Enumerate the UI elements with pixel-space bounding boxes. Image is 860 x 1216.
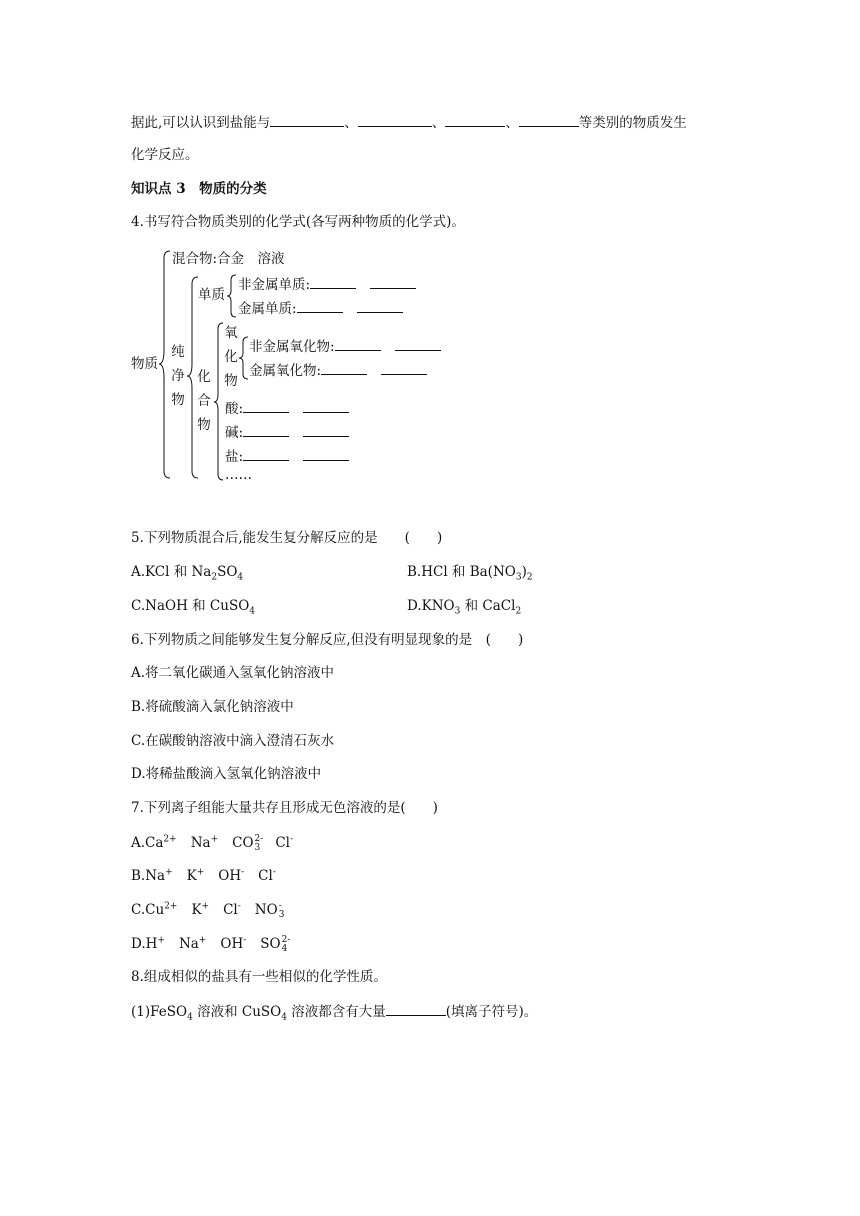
- tree-root: 物质: [131, 356, 158, 372]
- section-heading: 知识点 3 物质的分类: [131, 181, 267, 197]
- q5-option-c[interactable]: C.NaOH 和 CuSO$_4$: [131, 598, 255, 617]
- answer-blank[interactable]: [386, 1002, 446, 1016]
- answer-blank[interactable]: [270, 113, 344, 127]
- question-7-stem: 7.下列离子组能大量共存且形成无色溶液的是( ): [131, 800, 438, 816]
- answer-blank[interactable]: [321, 361, 367, 375]
- q6-option-a[interactable]: A.将二氧化碳通入氢氧化钠溶液中: [131, 665, 335, 681]
- intro-text: 等类别的物质发生: [578, 115, 687, 131]
- oxide-label: 氧 化 物: [224, 325, 238, 389]
- metal-oxide-row: 金属氧化物:: [249, 361, 427, 380]
- answer-blank[interactable]: [395, 337, 441, 351]
- answer-blank[interactable]: [370, 275, 416, 289]
- answer-blank[interactable]: [303, 423, 349, 437]
- question-5-stem: 5.下列物质混合后,能发生复分解反应的是 ( ): [131, 530, 443, 546]
- element-label: 单质: [198, 287, 225, 303]
- question-8-stem: 8.组成相似的盐具有一些相似的化学性质。: [131, 969, 387, 985]
- compound-label: 化 合 物: [197, 369, 211, 433]
- mixture-item: 混合物:合金 溶液: [172, 251, 285, 267]
- answer-blank[interactable]: [357, 299, 403, 313]
- q6-option-c[interactable]: C.在碳酸钠溶液中滴入澄清石灰水: [131, 733, 335, 749]
- acid-row: 酸:: [225, 399, 349, 418]
- answer-blank[interactable]: [303, 399, 349, 413]
- nonmetal-element-row: 非金属单质:: [238, 275, 416, 294]
- question-4-stem: 4.书写符合物质类别的化学式(各写两种物质的化学式)。: [131, 214, 465, 230]
- q7-option-d[interactable]: D.H+ Na+ OH- SO 2- 4: [131, 934, 291, 954]
- brace-icon: [226, 274, 238, 318]
- separator: 、: [505, 115, 519, 131]
- question-6-stem: 6.下列物质之间能够发生复分解反应,但没有明显现象的是 ( ): [131, 632, 524, 648]
- answer-blank[interactable]: [519, 113, 579, 127]
- tree-ellipsis: ……: [225, 467, 252, 483]
- answer-blank[interactable]: [243, 447, 289, 461]
- base-row: 碱:: [225, 423, 349, 442]
- answer-blank[interactable]: [310, 275, 356, 289]
- answer-blank[interactable]: [358, 113, 432, 127]
- q6-option-d[interactable]: D.将稀盐酸滴入氢氧化钠溶液中: [131, 766, 322, 782]
- answer-blank[interactable]: [243, 423, 289, 437]
- nonmetal-oxide-row: 非金属氧化物:: [249, 337, 441, 356]
- q8-part-1: (1)FeSO$_4$ 溶液和 CuSO$_4$ 溶液都含有大量 (填离子符号)。: [131, 1004, 538, 1023]
- answer-blank[interactable]: [335, 337, 381, 351]
- answer-blank[interactable]: [243, 399, 289, 413]
- intro-line-1: [131, 113, 687, 132]
- metal-element-row: 金属单质:: [238, 299, 403, 318]
- q7-option-c[interactable]: $C.Cu^{2+}$ K+ Cl- NO - 3: [131, 900, 285, 920]
- answer-blank[interactable]: [445, 113, 505, 127]
- separator: 、: [344, 115, 358, 131]
- intro-text: 据此,可以认识到盐能与: [131, 115, 271, 131]
- pure-substance-label: 纯 净 物: [171, 344, 185, 408]
- q5-option-a[interactable]: A.KCl 和 $Na_2SO_4$: [131, 564, 244, 583]
- answer-blank[interactable]: [381, 361, 427, 375]
- q5-option-d[interactable]: $D.KNO_3$ 和 CaCl$_2$: [407, 598, 522, 617]
- intro-line-2: 化学反应。: [131, 147, 199, 163]
- q7-option-a[interactable]: $A.Ca^{2+}$ Na+ CO 2- 3 Cl-: [131, 833, 294, 853]
- q7-option-b[interactable]: B.Na+ K+ OH- Cl-: [131, 867, 276, 884]
- q5-option-b[interactable]: B.HCl 和 $Ba(NO_3)_2$: [407, 564, 533, 583]
- q6-option-b[interactable]: B.将硫酸滴入氯化钠溶液中: [131, 699, 294, 715]
- salt-row: 盐:: [225, 447, 349, 466]
- answer-blank[interactable]: [303, 447, 349, 461]
- answer-blank[interactable]: [297, 299, 343, 313]
- separator: 、: [431, 115, 446, 131]
